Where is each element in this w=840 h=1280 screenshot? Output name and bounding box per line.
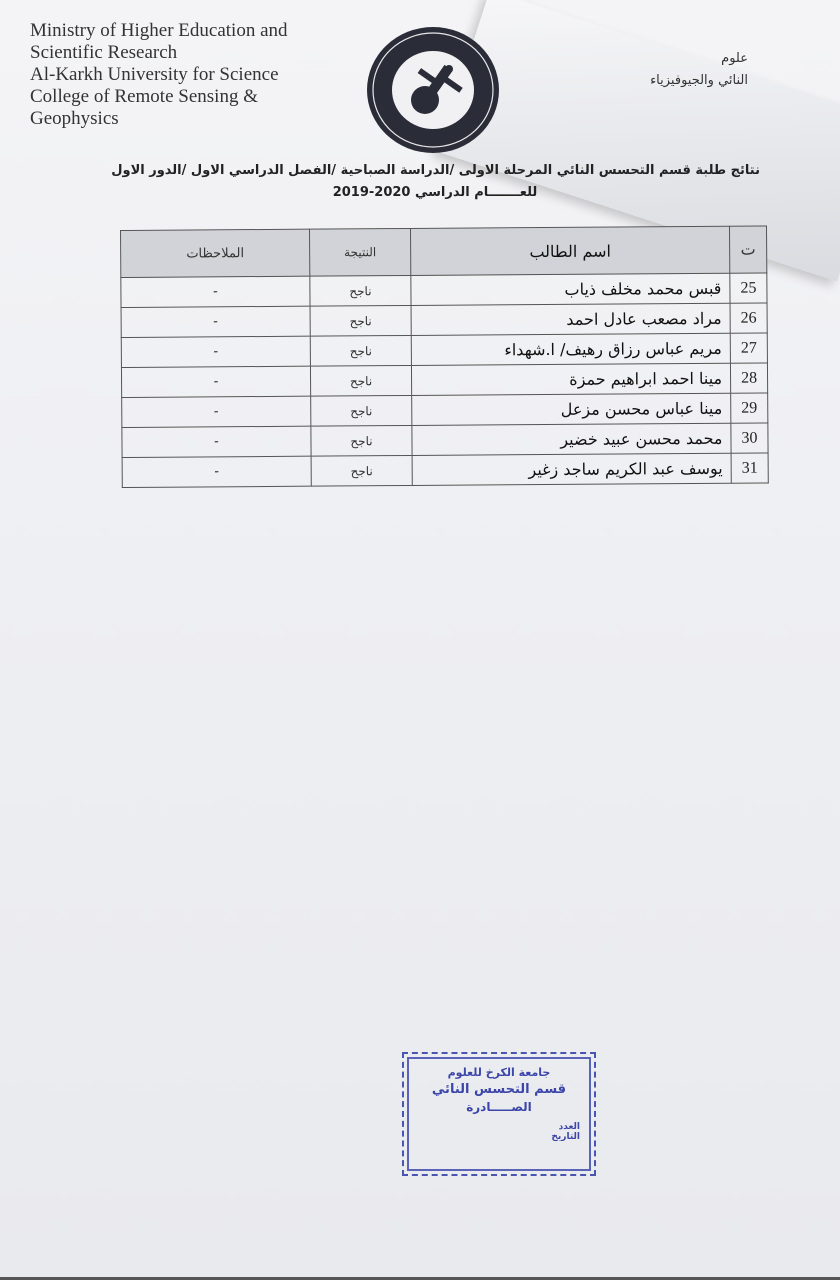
notes-cell: - <box>121 336 310 367</box>
title-line-2: للعـــــــام الدراسي 2020-2019 <box>332 185 538 200</box>
table-row <box>121 333 767 368</box>
column-header-number: ت <box>729 226 766 273</box>
stamp-department: قسم التحسس النائي <box>431 1082 567 1097</box>
result-cell: ناجح <box>311 425 412 456</box>
table-row <box>122 393 768 428</box>
student-name: محمد محسن عبيد خضير <box>412 423 731 455</box>
notes-cell: - <box>121 306 310 337</box>
student-name: يوسف عبد الكريم ساجد زغير <box>412 453 731 485</box>
result-cell: ناجح <box>311 395 412 426</box>
title-line-1: نتائج طلبة قسم التحسس النائي المرحلة الاولى /الدراسة الصباحية /الفصل الدراسي الاول /الدور الاول <box>111 163 760 178</box>
result-cell: ناجح <box>310 365 411 396</box>
notes-cell: - <box>121 276 310 307</box>
notes-cell: - <box>122 396 311 427</box>
student-name: قبس محمد مخلف ذياب <box>411 273 730 305</box>
row-number: 27 <box>730 333 767 363</box>
table-row <box>122 453 768 488</box>
column-header-result: النتيجة <box>309 228 410 276</box>
results-table <box>120 225 769 488</box>
student-name: مريم عباس رزاق رهيف/ ا.شهداء <box>411 333 730 365</box>
document-title <box>110 160 760 204</box>
stamp-date-label: التاريخ <box>551 1132 580 1142</box>
arabic-header-line: النائي والجيوفيزياء <box>650 73 748 88</box>
row-number: 28 <box>730 363 767 393</box>
stamp-number-label: العدد <box>558 1122 580 1132</box>
student-name: مينا احمد ابراهيم حمزة <box>411 363 730 395</box>
table-row <box>122 423 768 458</box>
notes-cell: - <box>121 366 310 397</box>
result-cell: ناجح <box>310 305 411 336</box>
notes-cell: - <box>122 426 311 457</box>
header-line: Al-Karkh University for Science <box>30 64 279 85</box>
stamp-outgoing: الصـــــادرة <box>466 1100 532 1114</box>
row-number: 26 <box>730 303 767 333</box>
result-cell: ناجح <box>310 335 411 366</box>
college-logo <box>365 25 501 155</box>
row-number: 25 <box>730 273 767 303</box>
table-row <box>121 303 767 338</box>
column-header-name: اسم الطالب <box>410 226 729 275</box>
arabic-header <box>588 48 748 92</box>
result-cell: ناجح <box>310 275 411 306</box>
english-header <box>30 20 350 130</box>
header-line: College of Remote Sensing & <box>30 86 258 107</box>
column-header-notes: الملاحظات <box>121 229 310 277</box>
row-number: 31 <box>731 453 768 483</box>
table-row <box>121 273 767 308</box>
row-number: 30 <box>731 423 768 453</box>
header-line: Geophysics <box>30 108 119 129</box>
result-cell: ناجح <box>311 455 412 486</box>
header-line: Ministry of Higher Education and <box>30 20 288 41</box>
student-name: مينا عباس محسن مزعل <box>412 393 731 425</box>
header-line: Scientific Research <box>30 42 178 63</box>
stamp-university: جامعة الكرخ للعلوم <box>447 1066 551 1079</box>
official-stamp <box>402 1052 596 1176</box>
table-header-row <box>121 226 767 278</box>
arabic-header-line: علوم <box>721 51 748 66</box>
student-name: مراد مصعب عادل احمد <box>411 303 730 335</box>
results-table-wrapper <box>120 225 769 488</box>
table-row <box>121 363 767 398</box>
notes-cell: - <box>122 456 311 487</box>
row-number: 29 <box>731 393 768 423</box>
